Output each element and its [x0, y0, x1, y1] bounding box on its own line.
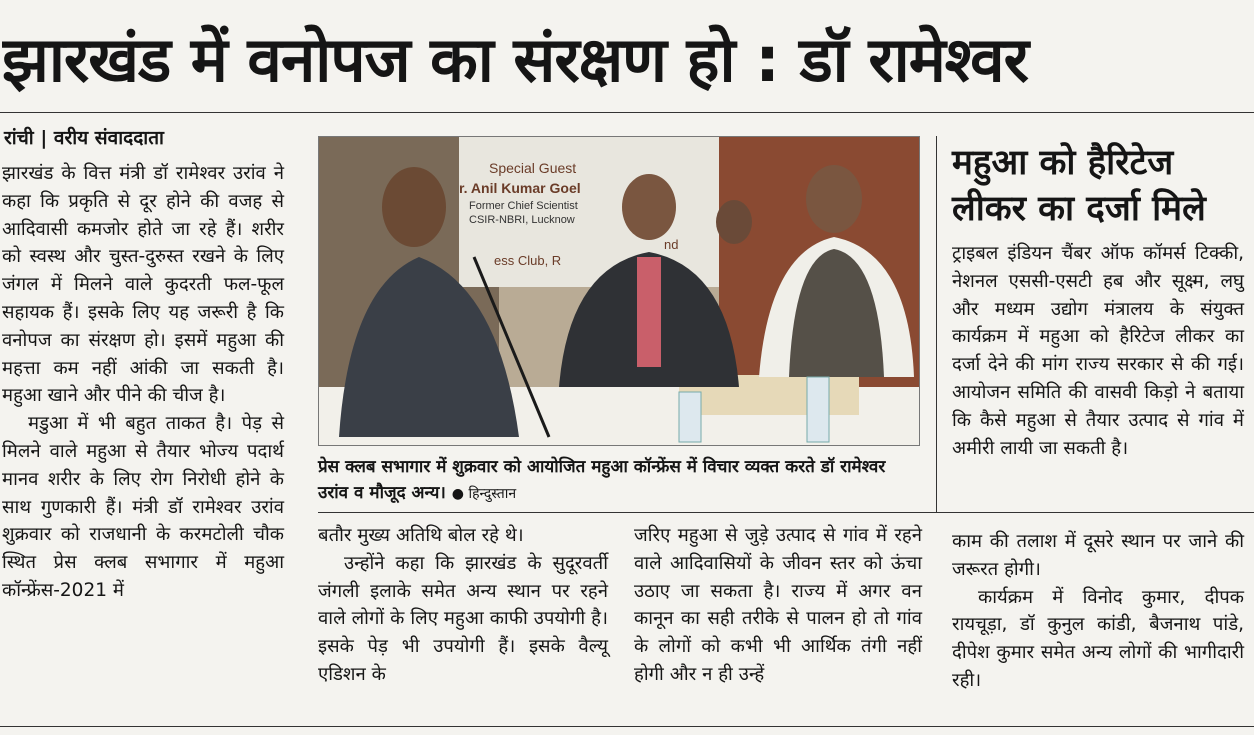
paragraph: झारखंड के वित्त मंत्री डॉ रामेश्वर उरांव ने कहा कि प्रकृति से दूर होने की वजह से आदिवासी कमजोर होते जा रहे हैं। शरीर को स्वस्थ और चुस्त-दुरुस्त रखने के लिए जंगल में मिलने वाले कुदरती फल-फूल सहायक हैं। इसके लिए यह जरूरी है कि वनोपज का संरक्षण हो। इसमें महुआ की महत्ता कम नहीं आंकी जा सकती है। महुआ खाने और पीने की चीज है। [2, 163, 284, 407]
article-column-3 [634, 522, 922, 689]
banner-text-4: CSIR-NBRI, Lucknow [469, 214, 575, 226]
banner-text-3: Former Chief Scientist [469, 200, 578, 212]
paragraph: जरिए महुआ से जुड़े उत्पाद से गांव में रहने वाले आदिवासियों के जीवन स्तर को ऊंचा उठाए जा सकता है। राज्य में अगर वन कानून का सही तरीके से पालन हो तो गांव के लोगों को कभी भी आर्थिक तंगी नहीं होगी और न ही उन्हें [634, 525, 922, 685]
caption-text: प्रेस क्लब सभागार में शुक्रवार को आयोजित महुआ कॉन्फ्रेंस में विचार व्यक्त करते डॉ रामेश्वर उरांव व मौजूद अन्य। [318, 457, 886, 503]
article-column-4 [952, 528, 1244, 695]
caption-credit: ● हिन्दुस्तान [451, 486, 517, 502]
photo-caption [318, 454, 918, 507]
sidebar-rule [936, 136, 937, 512]
news-photo [318, 136, 920, 446]
article-column-2 [318, 522, 608, 689]
banner-text-2: r. Anil Kumar Goel [459, 180, 581, 196]
article-column-1 [2, 160, 284, 605]
caption-rule [318, 512, 936, 513]
byline [4, 124, 164, 150]
byline-separator: | [40, 127, 48, 149]
paragraph: कार्यक्रम में विनोद कुमार, दीपक रायचूड़ा, डॉ कुनुल कांडी, बैजनाथ पांडे, दीपेश कुमार समेत अन्य लोगों की भागीदारी रही। [952, 586, 1244, 691]
sidebar-title: महुआ को हैरिटेज लीकर का दर्जा मिले [952, 143, 1206, 229]
sidebar-body: ट्राइबल इंडियन चैंबर ऑफ कॉमर्स टिक्की, नेशनल एससी-एसटी हब और सूक्ष्म, लघु और मध्यम उद्योग मंत्रालय के संयुक्त कार्यक्रम में महुआ को हैरिटेज लीकर का दर्जा देने की मांग राज्य सरकार से की गई। आयोजन समिति की वासवी किड़ो ने बताया कि कैसे महुआ से तैयार उत्पाद से गांव में अमीरी लायी जा सकती है। [952, 243, 1244, 459]
banner-text-5: ess Club, R [494, 253, 562, 268]
paragraph: बतौर मुख्य अतिथि बोल रहे थे। [318, 525, 524, 546]
byline-place: रांची [4, 127, 34, 149]
photo-illustration [319, 137, 919, 445]
headline-rule [0, 112, 1254, 113]
paragraph: मडुआ में भी बहुत ताकत है। पेड़ से मिलने वाले महुआ से तैयार भोज्य पदार्थ मानव शरीर के लिए रोग निरोधी होने के साथ गुणकारी हैं। मंत्री डॉ रामेश्वर उरांव शुक्रवार को राजधानी के करमटोली चौक स्थित प्रेस क्लब सभागार में महुआ कॉन्फ्रेंस-2021 में [2, 413, 284, 601]
banner-text-6: nd [664, 237, 679, 252]
headline: झारखंड में वनोपज का संरक्षण हो : डॉ रामेश्वर [2, 23, 1028, 96]
page-bottom-rule [0, 726, 1254, 727]
banner-text-1: Special Guest [489, 160, 577, 176]
paragraph: काम की तलाश में दूसरे स्थान पर जाने की जरूरत होगी। [952, 531, 1244, 580]
byline-reporter: वरीय संवाददाता [53, 127, 164, 149]
paragraph: उन्होंने कहा कि झारखंड के सुदूरवर्ती जंगली इलाके समेत अन्य स्थान पर रहने वाले लोगों के लिए महुआ काफी उपयोगी है। इसके पेड़ भी उपयोगी हैं। इसके वैल्यू एडिशन के [318, 552, 608, 685]
sidebar-bottom-rule [936, 512, 1254, 513]
